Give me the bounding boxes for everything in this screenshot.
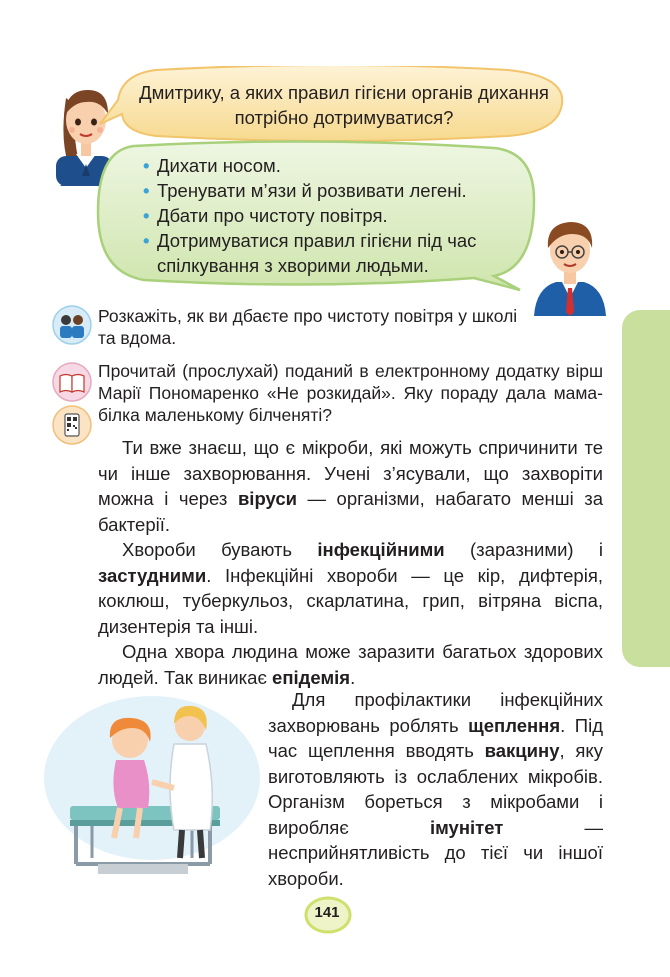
paragraph-viruses: Ти вже знаєш, що є мікроби, які можуть спричинити те чи інше захворювання. Учені з’ясували, що захворіти можна і через віруси — організми, набагато менші за бактерії.	[98, 437, 603, 535]
boy-illustration	[528, 212, 612, 316]
book-icon	[52, 362, 92, 402]
answer-item: • Дихати носом.	[143, 153, 543, 178]
answer-list	[143, 153, 543, 278]
page-number: 141	[314, 904, 340, 921]
vaccination-illustration	[40, 688, 265, 888]
paragraph-epidemic: Одна хвора людина може заразити багатьох здорових людей. Так виникає епідемія.	[98, 641, 603, 688]
paragraph-diseases: Хвороби бувають інфекційними (заразними) і застудними. Інфекційні хвороби — це кір, дифтерія, коклюш, туберкульоз, скарлатина, грип, вітряна віспа, дизентерія та інші.	[98, 539, 604, 637]
qr-code-icon[interactable]	[52, 405, 92, 445]
task-discuss: Розкажіть, як ви дбаєте про чистоту повітря у школі та вдома.	[98, 306, 518, 348]
answer-item: • Дбати про чистоту повітря.	[143, 203, 543, 228]
answer-item: • Дотримуватися правил гігієни під час спілкування з хворими людьми.	[143, 228, 543, 278]
chapter-side-tab	[622, 310, 670, 667]
task-read: Прочитай (прослухай) поданий в електронному додатку вірш Марії Пономаренко «Не розкидай». Яку пораду дала мама-білка маленькому білченяті?	[98, 361, 603, 425]
main-text	[98, 435, 603, 690]
pair-work-icon	[52, 305, 92, 345]
answer-item: • Тренувати м’язи й розвивати легені.	[143, 178, 543, 203]
vaccination-text	[268, 687, 603, 891]
question-text: Дмитрику, а яких правил гігієни органів дихання потрібно дотримуватися?	[139, 82, 549, 128]
paragraph-vaccination: Для профілактики інфекційних захворювань роблять щеплення. Під час щеплення вводять вакцину, яку виготовляють із ослаблених мікробів. Організм бореться з мікробами і виробляє імунітет — несприйнятливість до тієї чи іншої хвороби.	[268, 689, 604, 889]
